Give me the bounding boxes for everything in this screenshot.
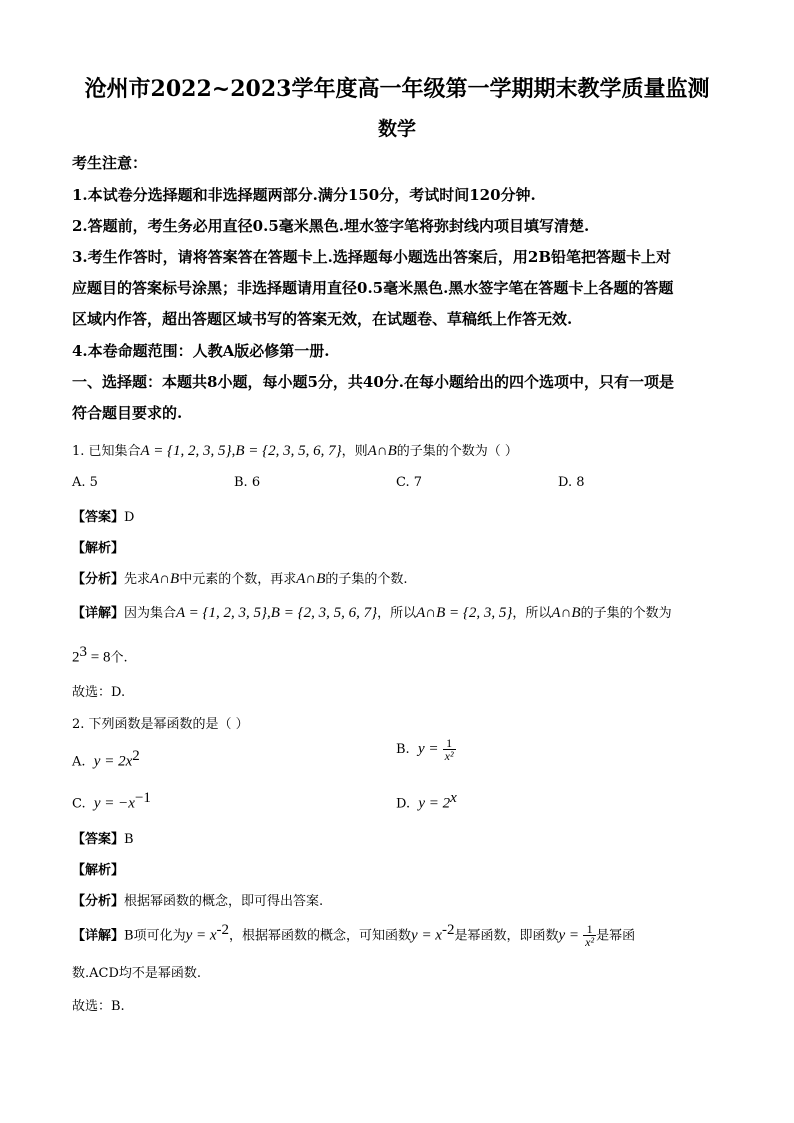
notice-item-3: 3.考生作答时，请将答案答在答题卡上.选择题每小题选出答案后，用2B铅笔把答题卡上对 [72,248,672,266]
q1-option-c: C. 7 [396,475,423,490]
q1-detail [72,602,672,622]
q2-detail-label: 【详解】 [72,928,125,944]
q2-answer-value: B [124,832,134,847]
q1-detail-text-2: ，所以 [377,606,417,621]
q2-fenxi-label: 【分析】 [72,894,125,909]
q2-detail-text-1: B项可化为 [124,928,186,944]
q2-option-c-label: C. [72,796,86,812]
question-2-stem: 2. 下列函数是幂函数的是（ ） [72,717,249,732]
q1-detail-set-b: B = {2, 3, 5, 6, 7} [270,605,378,621]
q2-answer [72,828,134,847]
q2-detail-math-2-exp: -2 [441,922,455,938]
question-1-stem [72,440,518,460]
q1-detail-text-1: 因为集合 [124,606,177,621]
q1-calc-base: 2 [72,649,80,666]
q1-detail-comma: , [267,605,271,621]
q2-option-d-label: D. [396,796,411,812]
notice-item-2: 2.答题前，考生务必用直径0.5毫米黑色.埋水签字笔将弥封线内项目填写清楚. [72,217,590,235]
q2-analysis-label: 【解析】 [72,863,125,878]
q1-set-b: B = {2, 3, 5, 6, 7} [235,443,342,459]
q2-conclusion: 故选：B. [72,999,125,1014]
q2-detail-math-3-lhs: y = [558,927,580,944]
q2-detail-den: x² [585,935,595,950]
q1-option-b: B. 6 [234,475,261,490]
q2-fenxi-text: 根据幂函数的概念，即可得出答案. [124,894,324,909]
q2-option-c-exp: −1 [134,790,151,806]
q1-detail-inter-2: A∩B [551,605,581,621]
q1-mid: ，则 [341,444,368,459]
q1-calc-exp: 3 [79,644,87,660]
q2-answer-label: 【答案】 [72,832,125,847]
section-heading-line1: 一、选择题：本题共8小题，每小题5分，共40分.在每小题给出的四个选项中，只有一项是 [72,373,674,391]
q1-fenxi [72,568,408,588]
q2-detail-text-4: 是幂函 [596,928,636,944]
q1-analysis-label: 【解析】 [72,541,125,556]
q1-set-a: A = {1, 2, 3, 5} [140,443,232,459]
q2-option-a-label: A. [72,754,86,770]
q1-calc [72,644,128,666]
q1-prefix: 1. 已知集合 [72,444,141,459]
q2-detail-math-1-exp: -2 [216,922,230,938]
q2-detail-text-2: ，根据幂函数的概念，可知函数 [229,928,412,944]
q1-fenxi-label: 【分析】 [72,572,125,587]
q2-option-b-num: 1 [446,736,453,750]
q2-option-c [72,790,151,812]
q1-fenxi-inter-1: A∩B [150,571,180,587]
q1-answer [72,506,134,525]
section-heading-line2: 符合题目要求的. [72,404,183,422]
notice-item-4: 4.本卷命题范围：人教A版必修第一册. [72,342,330,360]
q2-option-b-label: B. [396,742,410,757]
q1-suffix: 的子集的个数为（ ） [396,444,518,459]
q1-answer-value: D [124,510,135,525]
q2-option-d-exp: x [450,790,457,806]
q1-fenxi-inter-2: A∩B [296,571,326,587]
subject-title: 数学 [377,118,416,140]
notice-item-1: 1.本试卷分选择题和非选择题两部分.满分150分，考试时间120分钟. [72,186,536,204]
q1-detail-text-3: ，所以 [512,606,552,621]
q2-option-a-exp: 2 [132,748,140,764]
notice-heading: 考生注意： [72,154,148,172]
q1-fenxi-text-2: 中元素的个数，再求 [179,572,297,587]
q2-detail-num: 1 [586,922,593,937]
q1-comma: , [231,443,236,459]
q2-detail-fraction [583,923,596,948]
q2-option-d [396,790,457,812]
q1-calc-tail: 个. [110,650,128,666]
q2-option-b-lhs: y = [417,741,439,757]
q1-intersection: A∩B [367,443,397,459]
page-title: 沧州市2022~2023学年度高一年级第一学期期末教学质量监测 [84,76,710,102]
q2-option-c-math: y = −x [93,795,135,812]
q1-fenxi-text-3: 的子集的个数. [325,572,408,587]
q2-option-a [72,748,140,770]
q1-detail-label: 【详解】 [72,606,125,621]
q1-option-a: A. 5 [72,475,98,490]
q2-option-b-den: x² [444,749,454,763]
notice-item-3-cont: 应题目的答案标号涂黑；非选择题请用直径0.5毫米黑色.黑水签字笔在答题卡上各题的答题 [72,279,674,297]
q1-conclusion: 故选：D. [72,685,126,700]
q1-calc-rest: = 8 [87,649,111,666]
q1-answer-label: 【答案】 [72,510,125,525]
q2-detail-line2: 数.ACD均不是幂函数. [72,966,202,981]
q2-detail [72,922,635,948]
q2-detail-math-1: y = x [185,927,217,944]
q1-fenxi-text-1: 先求 [124,572,151,587]
notice-item-3-cont2: 区域内作答，超出答题区域书写的答案无效，在试题卷、草稿纸上作答无效. [72,310,573,328]
q1-option-d: D. 8 [558,475,585,490]
q1-detail-text-4: 的子集的个数为 [580,606,672,621]
q2-option-d-math: y = 2 [418,795,451,812]
q1-detail-set-a: A = {1, 2, 3, 5} [176,605,268,621]
q1-detail-intersection: A∩B = {2, 3, 5} [416,605,513,621]
q2-fenxi [72,890,323,909]
q2-option-b-fraction [443,737,456,762]
q2-option-a-math: y = 2x [93,753,133,770]
q2-detail-math-2: y = x [411,927,442,944]
q2-option-b [396,737,456,762]
q2-detail-text-3: 是幂函数，即函数 [454,928,559,944]
